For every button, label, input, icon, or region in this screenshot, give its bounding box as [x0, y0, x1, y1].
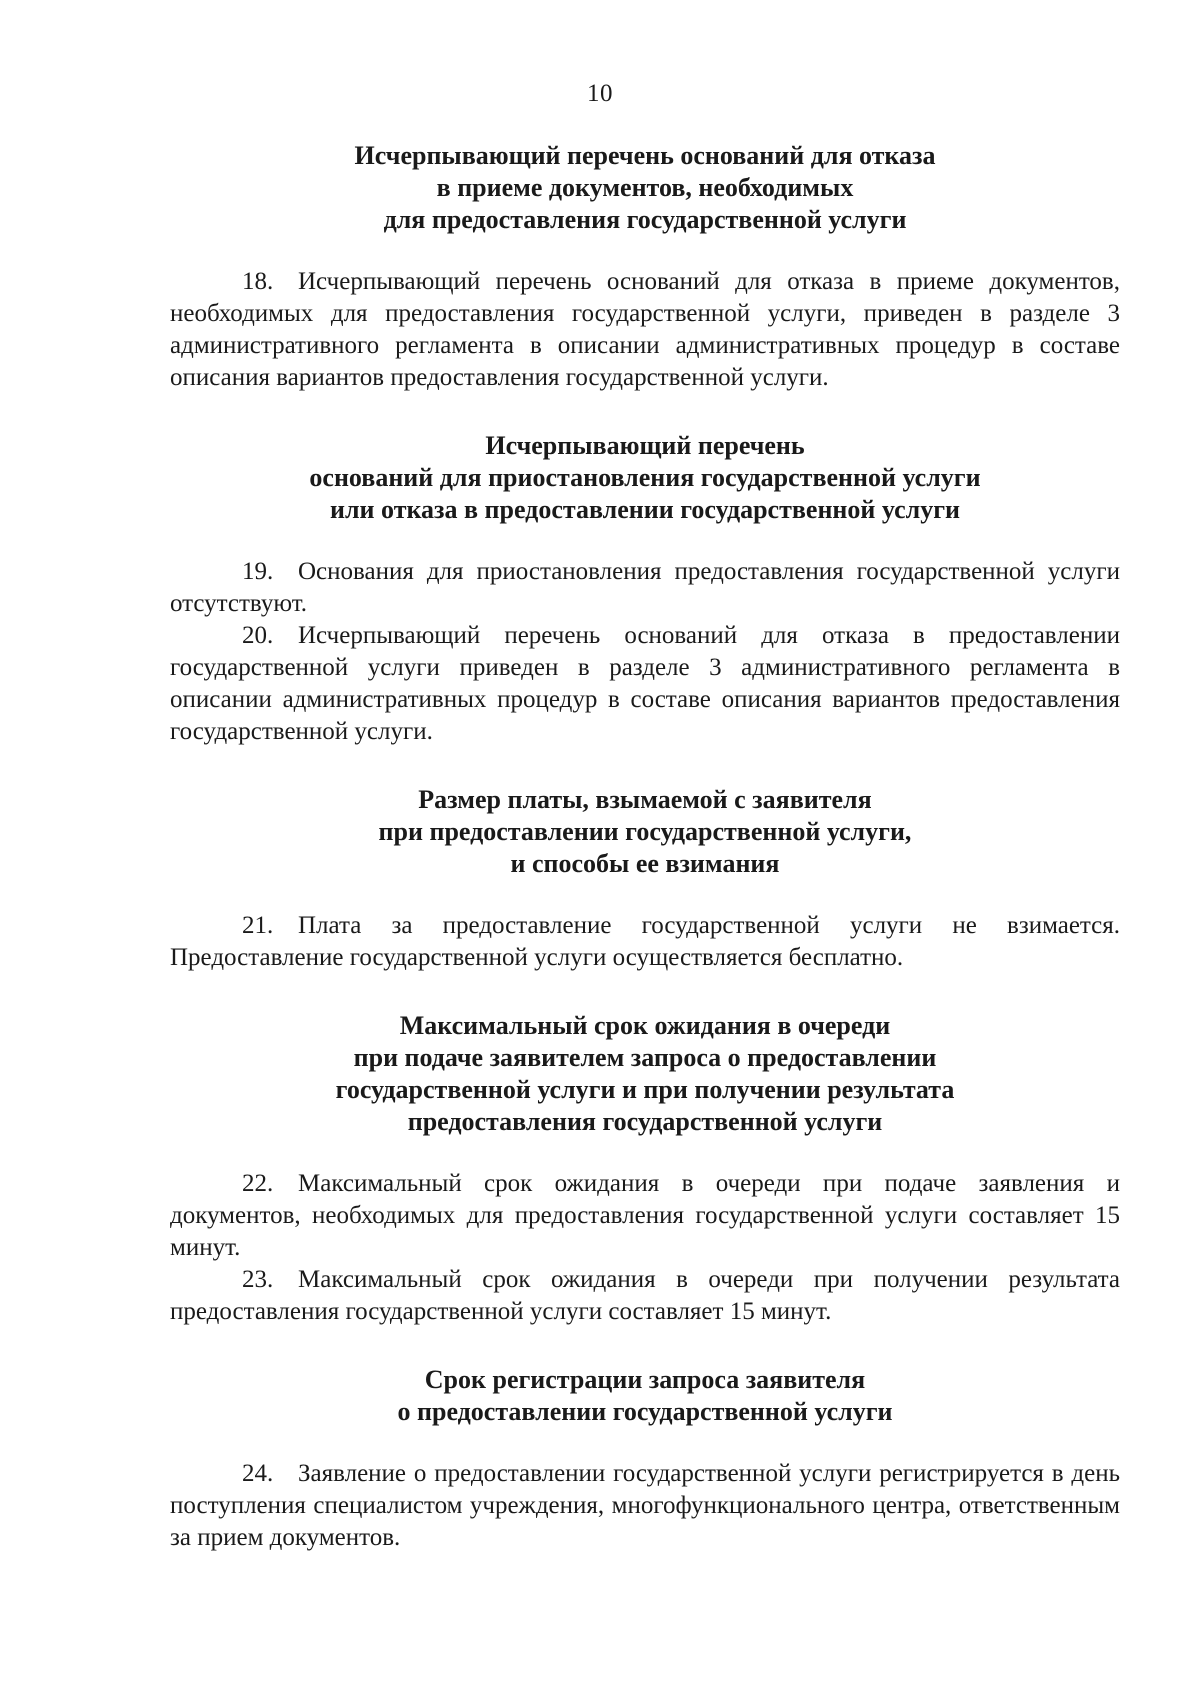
heading-line: государственной услуги и при получении результата [335, 1075, 955, 1104]
section-heading [170, 430, 1120, 526]
paragraph-20 [170, 620, 1120, 748]
paragraph-text: Плата за предоставление государственной услуги не взимается. Предоставление государственной услуги осуществляется бесплатно. [170, 912, 1120, 971]
paragraph-text: Основания для приостановления предоставления государственной услуги отсутствуют. [170, 558, 1120, 617]
paragraph-text: Исчерпывающий перечень оснований для отказа в приеме документов, необходимых для предоставления государственной услуги, приведен в разделе 3 административного регламента в описании административных процедур в составе описания вариантов предоставления государственной услуги. [170, 268, 1120, 391]
paragraph-21 [170, 910, 1120, 974]
heading-line: и способы ее взимания [510, 849, 780, 878]
paragraph-18 [170, 266, 1120, 394]
section-heading [170, 1010, 1120, 1138]
paragraph-23 [170, 1264, 1120, 1328]
paragraph-number: 20. [242, 622, 274, 649]
heading-line: при предоставлении государственной услуги, [378, 817, 912, 846]
heading-line: оснований для приостановления государственной услуги [309, 463, 981, 492]
paragraph-22 [170, 1168, 1120, 1264]
paragraph-number: 22. [242, 1170, 274, 1197]
heading-line: о предоставлении государственной услуги [397, 1397, 893, 1426]
heading-line: в приеме документов, необходимых [436, 173, 854, 202]
document-body [170, 140, 1120, 1554]
section-heading [170, 784, 1120, 880]
paragraph-19 [170, 556, 1120, 620]
paragraph-24 [170, 1458, 1120, 1554]
paragraph-text: Исчерпывающий перечень оснований для отказа в предоставлении государственной услуги приведен в разделе 3 административного регламента в описании административных процедур в составе описания вариантов предоставления государственной услуги. [170, 622, 1120, 745]
heading-line: для предоставления государственной услуги [383, 205, 907, 234]
paragraph-text: Максимальный срок ожидания в очереди при подаче заявления и документов, необходимых для предоставления государственной услуги составляет 15 минут. [170, 1170, 1120, 1261]
heading-line: Исчерпывающий перечень [485, 431, 805, 460]
section-heading [170, 1364, 1120, 1428]
heading-line: Размер платы, взымаемой с заявителя [418, 785, 872, 814]
heading-line: Срок регистрации запроса заявителя [424, 1365, 866, 1394]
section-heading [170, 140, 1120, 236]
paragraph-text: Заявление о предоставлении государственной услуги регистрируется в день поступления специалистом учреждения, многофункционального центра, ответственным за прием документов. [170, 1460, 1120, 1551]
paragraph-number: 23. [242, 1266, 274, 1293]
paragraph-number: 21. [242, 912, 274, 939]
heading-line: предоставления государственной услуги [407, 1107, 883, 1136]
heading-line: или отказа в предоставлении государственной услуги [329, 495, 961, 524]
paragraph-number: 19. [242, 558, 274, 585]
heading-line: Исчерпывающий перечень оснований для отказа [354, 141, 936, 170]
paragraph-text: Максимальный срок ожидания в очереди при получении результата предоставления государственной услуги составляет 15 минут. [170, 1266, 1120, 1325]
heading-line: при подаче заявителем запроса о предоставлении [353, 1043, 937, 1072]
page-number: 10 [587, 80, 613, 107]
paragraph-number: 24. [242, 1460, 274, 1487]
paragraph-number: 18. [242, 268, 274, 295]
heading-line: Максимальный срок ожидания в очереди [399, 1011, 891, 1040]
